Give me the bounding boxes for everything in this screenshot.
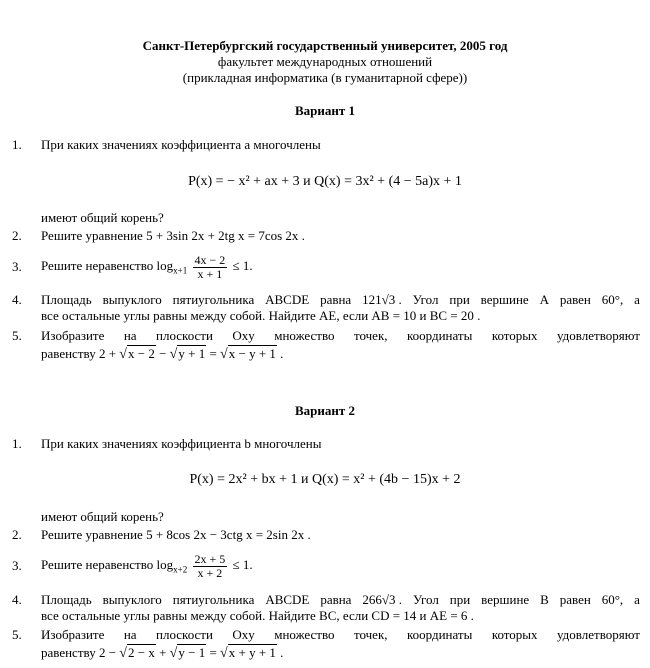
v1-problem1-text: При каких значениях коэффициента a многочлены [41,137,321,152]
v2-sqrt-2: y − 1 [178,645,206,660]
word: которых [491,328,538,343]
v2-problem5-line2: равенству 2 − √2 − x + √y − 1 = √x + y + 1 . [41,645,284,661]
v2-problem3-text: Решите неравенство [41,557,154,572]
word: на [123,627,137,642]
word: а [634,592,640,607]
v2-problem1-tail: имеют общий корень? [41,509,164,524]
word: B [540,592,549,607]
v2-problem2-text: Решите уравнение 5 + 8cos 2x − 3ctg x = 2sin 2x . [41,527,311,542]
word: Изобразите [41,627,105,642]
v1-problem4-line1 [41,292,640,307]
v1-problem5-line2: равенству 2 + √x − 2 − √y + 1 = √x − y + 1 . [41,346,284,362]
word: при [449,592,471,607]
v2-problem5-line1 [41,627,640,642]
word: 121√3 . [362,292,402,307]
word: пятиугольника [172,292,255,307]
word: при [449,292,470,307]
v1-sqrt-3: x − y + 1 [228,346,276,361]
v1-problem4-number: 4. [12,292,22,307]
word: 266√3 . [362,592,403,607]
v1-problem4-line2: все остальные углы равны между собой. Найдите AE, если AB = 10 и BC = 20 . [41,308,481,323]
v2-problem4-line1 [41,592,640,607]
word: Oxy [232,328,255,343]
v2-sqrt-1: 2 − x [127,645,155,660]
word: Oxy [232,627,255,642]
word: а [634,292,640,307]
v2-log: $\log_{x+2}$ [156,557,188,575]
faculty-line: факультет международных отношений [217,54,433,69]
v2-problem1-number: 1. [12,436,22,451]
v1-problem2-number: 2. [12,228,22,243]
word: выпуклого [102,292,162,307]
variant2-heading: Вариант 2 [294,403,356,418]
word: плоскости [156,328,213,343]
variant1-heading: Вариант 1 [294,103,356,118]
word: вершине [480,292,529,307]
word: выпуклого [102,592,162,607]
program-line: (прикладная информатика (в гуманитарной сфере)) [182,70,468,85]
word: множество [274,328,335,343]
word: удовлетворяют [557,328,640,343]
v1-problem2-text: Решите уравнение 5 + 3sin 2x + 2tg x = 7cos 2x . [41,228,305,243]
word: 60°, [601,292,624,307]
word: равна [320,592,352,607]
word: координаты [406,627,473,642]
v1-problem1-formula: P(x) = − x² + ax + 3 и Q(x) = 3x² + (4 − 5a)x + 1 [188,174,462,189]
v1-problem3-rhs: ≤ 1. [232,258,253,273]
v1-problem5-number: 5. [12,328,22,343]
v1-problem3-text: Решите неравенство [41,258,154,273]
v1-problem3-line [41,249,253,288]
word: плоскости [156,627,213,642]
word: удовлетворяют [557,627,640,642]
v2-problem3-number: 3. [12,558,22,573]
v2-problem5-number: 5. [12,627,22,642]
v1-log: $\log_{x+1}$ [156,258,188,276]
word: пятиугольника [172,592,255,607]
word: ABCDE [265,292,310,307]
v2-problem1-text: При каких значениях коэффициента b многочлены [41,436,322,451]
v2-problem3-line [41,548,253,587]
word: Изобразите [41,328,105,343]
v2-problem3-rhs: ≤ 1. [232,557,253,572]
word: Угол [412,292,439,307]
word: равен [559,592,591,607]
word: Площадь [41,592,92,607]
word: Площадь [41,292,92,307]
v2-problem4-number: 4. [12,592,22,607]
v1-problem1-tail: имеют общий корень? [41,210,164,225]
word: 60°, [601,592,624,607]
v1-problem1-number: 1. [12,137,22,152]
v1-problem3-number: 3. [12,259,22,274]
word: на [123,328,137,343]
word: которых [491,627,538,642]
word: ABCDE [265,592,310,607]
v1-problem5-line1 [41,328,640,343]
v1-sqrt-1: x − 2 [127,346,155,361]
v2-problem4-line2: все остальные углы равны между собой. Найдите BC, если CD = 14 и AE = 6 . [41,608,474,623]
v2-problem2-number: 2. [12,527,22,542]
word: множество [274,627,335,642]
v2-problem1-formula: P(x) = 2x² + bx + 1 и Q(x) = x² + (4b − 15)x + 2 [189,472,461,487]
v1-sqrt-2: y + 1 [178,346,206,361]
document-title: Санкт-Петербургский государственный университет, 2005 год [142,38,508,53]
word: точек, [353,328,388,343]
word: Угол [412,592,439,607]
word: равен [559,292,591,307]
v2-sqrt-3: x + y + 1 [228,645,276,660]
word: A [539,292,549,307]
v1-fraction: $\frac{4x - 2}{x + 1}$ [194,252,226,281]
word: координаты [406,328,473,343]
word: равна [320,292,352,307]
word: точек, [353,627,388,642]
v2-fraction: $\frac{2x + 5}{x + 2}$ [194,551,226,580]
word: вершине [481,592,530,607]
